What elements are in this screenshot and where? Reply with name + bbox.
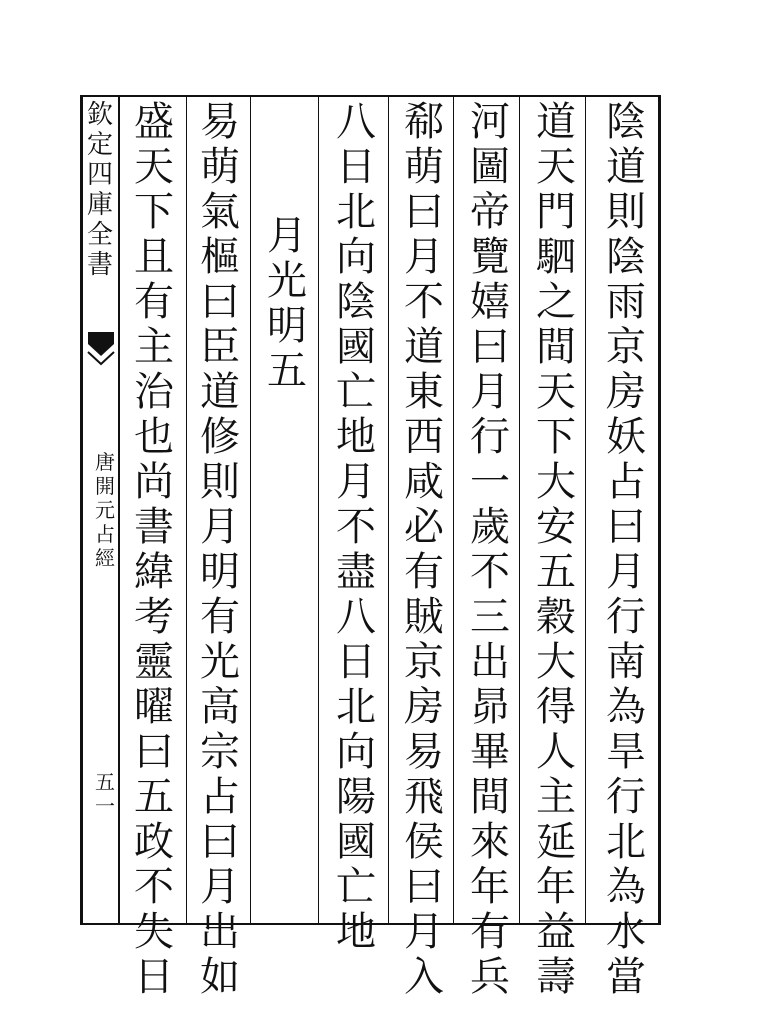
text-char: 侯 <box>404 819 444 865</box>
book-title <box>88 450 122 570</box>
margin-char: 開 <box>95 474 115 498</box>
text-char: 占 <box>200 774 240 820</box>
text-char: 為 <box>606 684 646 730</box>
text-char: 亡 <box>336 864 376 910</box>
text-char: 下 <box>536 414 576 460</box>
text-char: 下 <box>134 189 174 235</box>
text-char: 北 <box>336 189 376 235</box>
text-char: 房 <box>404 684 444 730</box>
margin-char: 書 <box>86 250 113 280</box>
text-char: 郗 <box>404 99 444 145</box>
frame-top-border <box>80 95 661 97</box>
text-char: 尚 <box>134 459 174 505</box>
text-char: 光 <box>200 639 240 685</box>
margin-char: 定 <box>86 130 113 160</box>
text-char: 陰 <box>606 99 646 145</box>
text-char: 向 <box>336 729 376 775</box>
text-char: 大 <box>536 459 576 505</box>
text-char: 曰 <box>200 279 240 325</box>
text-char: 嬉 <box>470 279 510 325</box>
text-char: 不 <box>404 279 444 325</box>
frame-right-border <box>658 95 661 925</box>
text-column <box>259 100 315 920</box>
margin-char: 經 <box>95 546 115 570</box>
text-char: 之 <box>536 279 576 325</box>
text-char: 旱 <box>606 729 646 775</box>
text-char: 月 <box>606 549 646 595</box>
text-char: 曰 <box>404 189 444 235</box>
text-char: 五 <box>536 549 576 595</box>
text-char: 兵 <box>470 954 510 1000</box>
text-char: 八 <box>336 594 376 640</box>
text-char: 行 <box>470 414 510 460</box>
text-char: 咸 <box>404 459 444 505</box>
margin-char: 唐 <box>95 450 115 474</box>
text-char: 占 <box>606 459 646 505</box>
text-char: 易 <box>404 729 444 775</box>
margin-char: 四 <box>86 160 113 190</box>
text-char: 歲 <box>470 504 510 550</box>
text-char: 宗 <box>200 729 240 775</box>
margin-char: 五 <box>95 770 115 794</box>
text-char: 月 <box>470 369 510 415</box>
indent-space <box>263 145 311 190</box>
text-char: 昴 <box>470 684 510 730</box>
text-char: 書 <box>134 504 174 550</box>
text-char: 行 <box>606 594 646 640</box>
text-char: 道 <box>536 99 576 145</box>
text-char: 南 <box>606 639 646 685</box>
text-char: 不 <box>336 504 376 550</box>
text-char: 來 <box>470 819 510 865</box>
text-char: 妖 <box>606 414 646 460</box>
text-char: 飛 <box>404 774 444 820</box>
text-char: 主 <box>536 774 576 820</box>
text-char: 東 <box>404 369 444 415</box>
text-char: 陰 <box>606 234 646 280</box>
text-char: 陰 <box>336 279 376 325</box>
text-char: 也 <box>134 414 174 460</box>
column-divider <box>585 97 586 923</box>
text-char: 圖 <box>470 144 510 190</box>
text-char: 河 <box>470 99 510 145</box>
text-column <box>126 99 182 1000</box>
series-title <box>83 100 117 280</box>
text-char: 五 <box>134 774 174 820</box>
column-divider <box>388 97 389 923</box>
text-char: 曰 <box>200 819 240 865</box>
margin-char: 庫 <box>86 190 113 220</box>
margin-char: 占 <box>95 522 115 546</box>
text-char: 明 <box>200 549 240 595</box>
text-char: 為 <box>606 864 646 910</box>
text-char: 月 <box>404 909 444 955</box>
text-char: 氣 <box>200 189 240 235</box>
margin-char: 元 <box>95 498 115 522</box>
column-divider <box>186 97 187 923</box>
text-char: 有 <box>470 909 510 955</box>
text-char: 盡 <box>336 549 376 595</box>
text-char: 月 <box>200 864 240 910</box>
text-char: 緯 <box>134 549 174 595</box>
text-char: 月 <box>336 459 376 505</box>
text-char: 靈 <box>134 639 174 685</box>
text-char: 三 <box>470 594 510 640</box>
column-divider <box>453 97 454 923</box>
text-char: 道 <box>606 144 646 190</box>
text-char: 賊 <box>404 594 444 640</box>
text-char: 房 <box>606 369 646 415</box>
text-char: 駟 <box>536 234 576 280</box>
text-char: 高 <box>200 684 240 730</box>
column-divider <box>250 97 251 923</box>
text-char: 延 <box>536 819 576 865</box>
text-char: 曰 <box>470 324 510 370</box>
text-char: 政 <box>134 819 174 865</box>
text-char: 入 <box>404 954 444 1000</box>
text-char: 曜 <box>134 684 174 730</box>
text-char: 曰 <box>404 864 444 910</box>
text-char: 月 <box>267 213 307 259</box>
text-char: 安 <box>536 504 576 550</box>
text-char: 有 <box>404 549 444 595</box>
text-char: 主 <box>134 324 174 370</box>
text-column <box>192 99 248 1000</box>
margin-char: 欽 <box>86 100 113 130</box>
text-char: 覽 <box>470 234 510 280</box>
text-char: 八 <box>336 99 376 145</box>
text-char: 京 <box>606 324 646 370</box>
text-char: 有 <box>134 279 174 325</box>
text-char: 一 <box>470 459 510 505</box>
indent-space <box>263 100 311 145</box>
text-char: 有 <box>200 594 240 640</box>
text-char: 水 <box>606 909 646 955</box>
text-char: 盛 <box>134 99 174 145</box>
text-char: 穀 <box>536 594 576 640</box>
text-char: 間 <box>536 324 576 370</box>
text-char: 天 <box>536 369 576 415</box>
text-column <box>328 99 384 955</box>
text-char: 雨 <box>606 279 646 325</box>
text-char: 月 <box>200 504 240 550</box>
text-char: 五 <box>267 348 307 394</box>
text-char: 曰 <box>134 729 174 775</box>
text-char: 行 <box>606 774 646 820</box>
text-char: 天 <box>536 144 576 190</box>
text-char: 天 <box>134 144 174 190</box>
text-char: 日 <box>134 954 174 1000</box>
text-char: 京 <box>404 639 444 685</box>
column-divider <box>318 97 319 923</box>
text-char: 萌 <box>404 144 444 190</box>
text-char: 國 <box>336 324 376 370</box>
text-char: 且 <box>134 234 174 280</box>
text-column <box>396 99 452 1000</box>
text-char: 治 <box>134 369 174 415</box>
text-char: 益 <box>536 909 576 955</box>
text-char: 易 <box>200 99 240 145</box>
text-char: 如 <box>200 954 240 1000</box>
text-char: 年 <box>470 864 510 910</box>
text-char: 不 <box>134 864 174 910</box>
text-char: 陽 <box>336 774 376 820</box>
text-char: 帝 <box>470 189 510 235</box>
text-char: 考 <box>134 594 174 640</box>
text-char: 樞 <box>200 234 240 280</box>
text-char: 光 <box>267 258 307 304</box>
text-char: 亡 <box>336 369 376 415</box>
text-char: 道 <box>404 324 444 370</box>
text-char: 向 <box>336 234 376 280</box>
text-char: 道 <box>200 369 240 415</box>
fish-tail-mark-icon <box>86 330 116 366</box>
text-char: 月 <box>404 234 444 280</box>
folio-number <box>88 770 122 818</box>
text-char: 門 <box>536 189 576 235</box>
text-char: 不 <box>470 549 510 595</box>
text-char: 明 <box>267 303 307 349</box>
text-char: 日 <box>336 639 376 685</box>
text-char: 人 <box>536 729 576 775</box>
text-char: 畢 <box>470 729 510 775</box>
text-char: 當 <box>606 954 646 1000</box>
margin-char: 一 <box>95 794 115 818</box>
margin-char: 全 <box>86 220 113 250</box>
text-char: 臣 <box>200 324 240 370</box>
text-char: 國 <box>336 819 376 865</box>
text-char: 則 <box>606 189 646 235</box>
text-char: 出 <box>470 639 510 685</box>
text-column <box>598 99 654 1000</box>
text-char: 得 <box>536 684 576 730</box>
text-char: 地 <box>336 414 376 460</box>
text-char: 北 <box>336 684 376 730</box>
text-char: 則 <box>200 459 240 505</box>
text-char: 曰 <box>606 504 646 550</box>
text-char: 壽 <box>536 954 576 1000</box>
text-char: 北 <box>606 819 646 865</box>
text-char: 出 <box>200 909 240 955</box>
text-char: 失 <box>134 909 174 955</box>
column-divider <box>519 97 520 923</box>
text-char: 年 <box>536 864 576 910</box>
text-char: 西 <box>404 414 444 460</box>
text-char: 大 <box>536 639 576 685</box>
text-char: 間 <box>470 774 510 820</box>
text-char: 萌 <box>200 144 240 190</box>
text-column <box>462 99 518 1000</box>
text-column <box>528 99 584 1000</box>
text-char: 日 <box>336 144 376 190</box>
text-char: 修 <box>200 414 240 460</box>
text-char: 必 <box>404 504 444 550</box>
text-char: 地 <box>336 909 376 955</box>
